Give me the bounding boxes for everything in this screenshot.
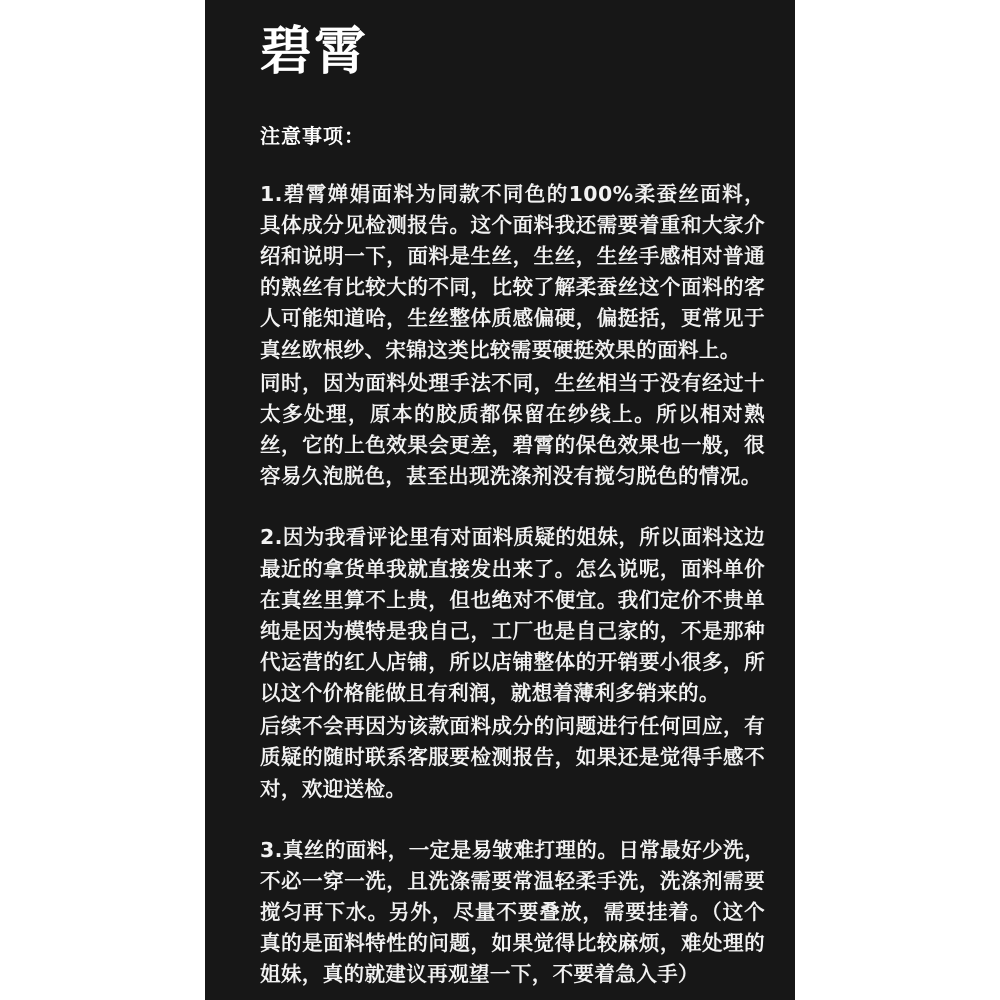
notice-paragraph-3: 2.因为我看评论里有对面料质疑的姐妹，所以面料这边最近的拿货单我就直接发出来了。怎么说呢，面料单价在真丝里算不上贵，但也绝对不便宜。我们定价不贵单纯是因为模特是我自己，工厂也是自己家的，不是那种代运营的红人店铺，所以店铺整体的开销要小很多，所以这个价格能做且有利润，就想着薄利多销来的。	[260, 525, 765, 706]
notice-heading: 注意事项：	[260, 123, 365, 148]
notice-paragraph-4: 后续不会再因为该款面料成分的问题进行任何回应，有质疑的随时联系客服要检测报告，如果还是觉得手感不对，欢迎送检。	[260, 714, 765, 801]
notice-paragraph-5: 3.真丝的面料，一定是易皱难打理的。日常最好少洗，不必一穿一洗，且洗涤需要常温轻柔手洗，洗涤剂需要搅匀再下水。另外，尽量不要叠放，需要挂着。（这个真的是面料特性的问题，如果觉得比较麻烦，难处理的姐妹，真的就建议再观望一下，不要着急入手）	[260, 837, 765, 987]
notice-paragraph-1: 1.碧霄婵娟面料为同款不同色的100%柔蚕丝面料，具体成分见检测报告。这个面料我还需要着重和大家介绍和说明一下，面料是生丝，生丝，生丝手感相对普通的熟丝有比较大的不同，比较了解柔蚕丝这个面料的客人可能知道哈，生丝整体质感偏硬，偏挺括，更常见于真丝欧根纱、宋锦这类比较需要硬挺效果的面料上。	[260, 181, 765, 362]
notice-panel	[205, 0, 795, 1000]
notice-paragraph-2: 同时，因为面料处理手法不同，生丝相当于没有经过十太多处理，原本的胶质都保留在纱线上。所以相对熟丝，它的上色效果会更差，碧霄的保色效果也一般，很容易久泡脱色，甚至出现洗涤剂没有搅匀脱色的情况。	[260, 370, 765, 489]
notice-body	[260, 149, 765, 991]
brand-title: 碧霄	[260, 21, 369, 82]
